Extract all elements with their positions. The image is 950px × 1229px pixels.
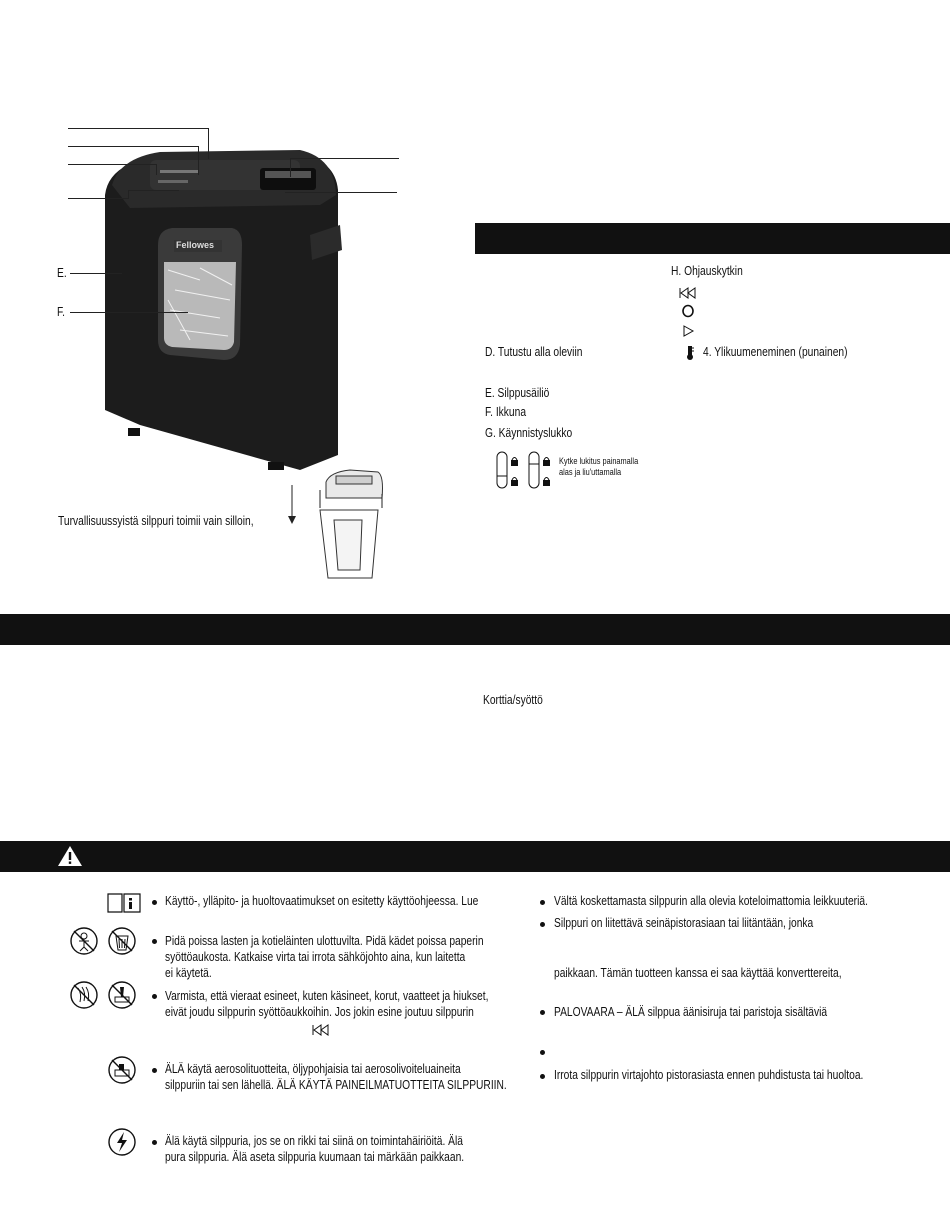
warning-right-5: Irrota silppurin virtajohto pistorasiasta ennen puhdistusta tai huoltoa. — [554, 1068, 864, 1082]
lock-diagram — [494, 450, 564, 490]
manual-info-icon — [106, 891, 142, 915]
legend-f: F. Ikkuna — [485, 405, 527, 419]
no-hair-icon — [69, 980, 99, 1010]
warning-right-2: Silppuri on liitettävä seinäpistorasiaan tai liitäntään, jonka — [554, 916, 814, 930]
label-e: E. — [57, 266, 67, 280]
rewind-icon — [679, 287, 697, 299]
legend-h: H. Ohjauskytkin — [671, 264, 743, 278]
electric-hazard-icon — [107, 1127, 137, 1157]
warning-left-3b: eivät joudu silppurin syöttöaukkoihin. Jos jokin esine joutuu silppurin — [165, 1005, 474, 1019]
warnings-header-bar — [0, 841, 950, 872]
warning-triangle-icon — [57, 845, 83, 867]
shredder-diagram — [0, 0, 460, 600]
warning-left-2c: ei käytetä. — [165, 966, 212, 980]
warning-left-1: Käyttö-, ylläpito- ja huoltovaatimukset on esitetty käyttöohjeessa. Lue — [165, 894, 479, 908]
no-aerosol-icon — [107, 1055, 137, 1085]
warning-left-5b: pura silppuria. Älä aseta silppuria kuumaan tai märkään paikkaan. — [165, 1150, 465, 1164]
lock-note-2: alas ja liu'uttamalla — [559, 467, 622, 477]
warning-right-1: Vältä koskettamasta silppurin alla olevia koteloimattomia leikkuuteriä. — [554, 894, 868, 908]
legend-d: D. Tutustu alla oleviin — [485, 345, 583, 359]
warning-left-5a: Älä käytä silppuria, jos se on rikki tai siinä on toimintahäiriöitä. Älä — [165, 1134, 463, 1148]
no-clothing-icon — [107, 980, 137, 1010]
no-children-icon — [69, 926, 99, 956]
card-feed-label: Korttia/syöttö — [483, 693, 543, 707]
fellowes-logo: Fellowes — [176, 240, 215, 250]
warning-right-3: PALOVAARA – ÄLÄ silppua äänisiruja tai paristoja sisältäviä — [554, 1005, 828, 1019]
safety-note: Turvallisuussyistä silppuri toimii vain silloin, — [58, 514, 254, 528]
warning-right-2-cont: paikkaan. Tämän tuotteen kanssa ei saa käyttää konverttereita, — [554, 966, 842, 980]
warning-left-4a: ÄLÄ käytä aerosolituotteita, öljypohjaisia tai aerosolivoiteluaineita — [165, 1062, 461, 1076]
forward-icon — [682, 325, 696, 337]
warning-left-4b: silppuriin tai sen lähellä. ÄLÄ KÄYTÄ PAINEILMATUOTTEITA SILPPURIIN. — [165, 1078, 507, 1092]
legend-header-bar — [475, 223, 950, 254]
legend-e: E. Silppusäiliö — [485, 386, 550, 400]
rewind-icon — [312, 1024, 330, 1036]
off-icon — [681, 304, 695, 318]
shredder-illustration — [0, 0, 460, 600]
legend-g: G. Käynnistyslukko — [485, 426, 573, 440]
lock-note-1: Kytke lukitus painamalla — [559, 456, 639, 466]
thermometer-icon — [685, 345, 695, 361]
warning-left-2a: Pidä poissa lasten ja kotieläinten ulottuvilta. Pidä kädet poissa paperin — [165, 934, 484, 948]
no-pets-icon — [107, 926, 137, 956]
label-f: F. — [57, 305, 65, 319]
warning-left-3a: Varmista, että vieraat esineet, kuten käsineet, korut, vaatteet ja hiukset, — [165, 989, 489, 1003]
warning-left-2b: syöttöaukosta. Katkaise virta tai irrota sähköjohto aina, kun laitetta — [165, 950, 466, 964]
legend-h4: 4. Ylikuumeneminen (punainen) — [703, 345, 848, 359]
operation-header-bar — [0, 614, 950, 645]
